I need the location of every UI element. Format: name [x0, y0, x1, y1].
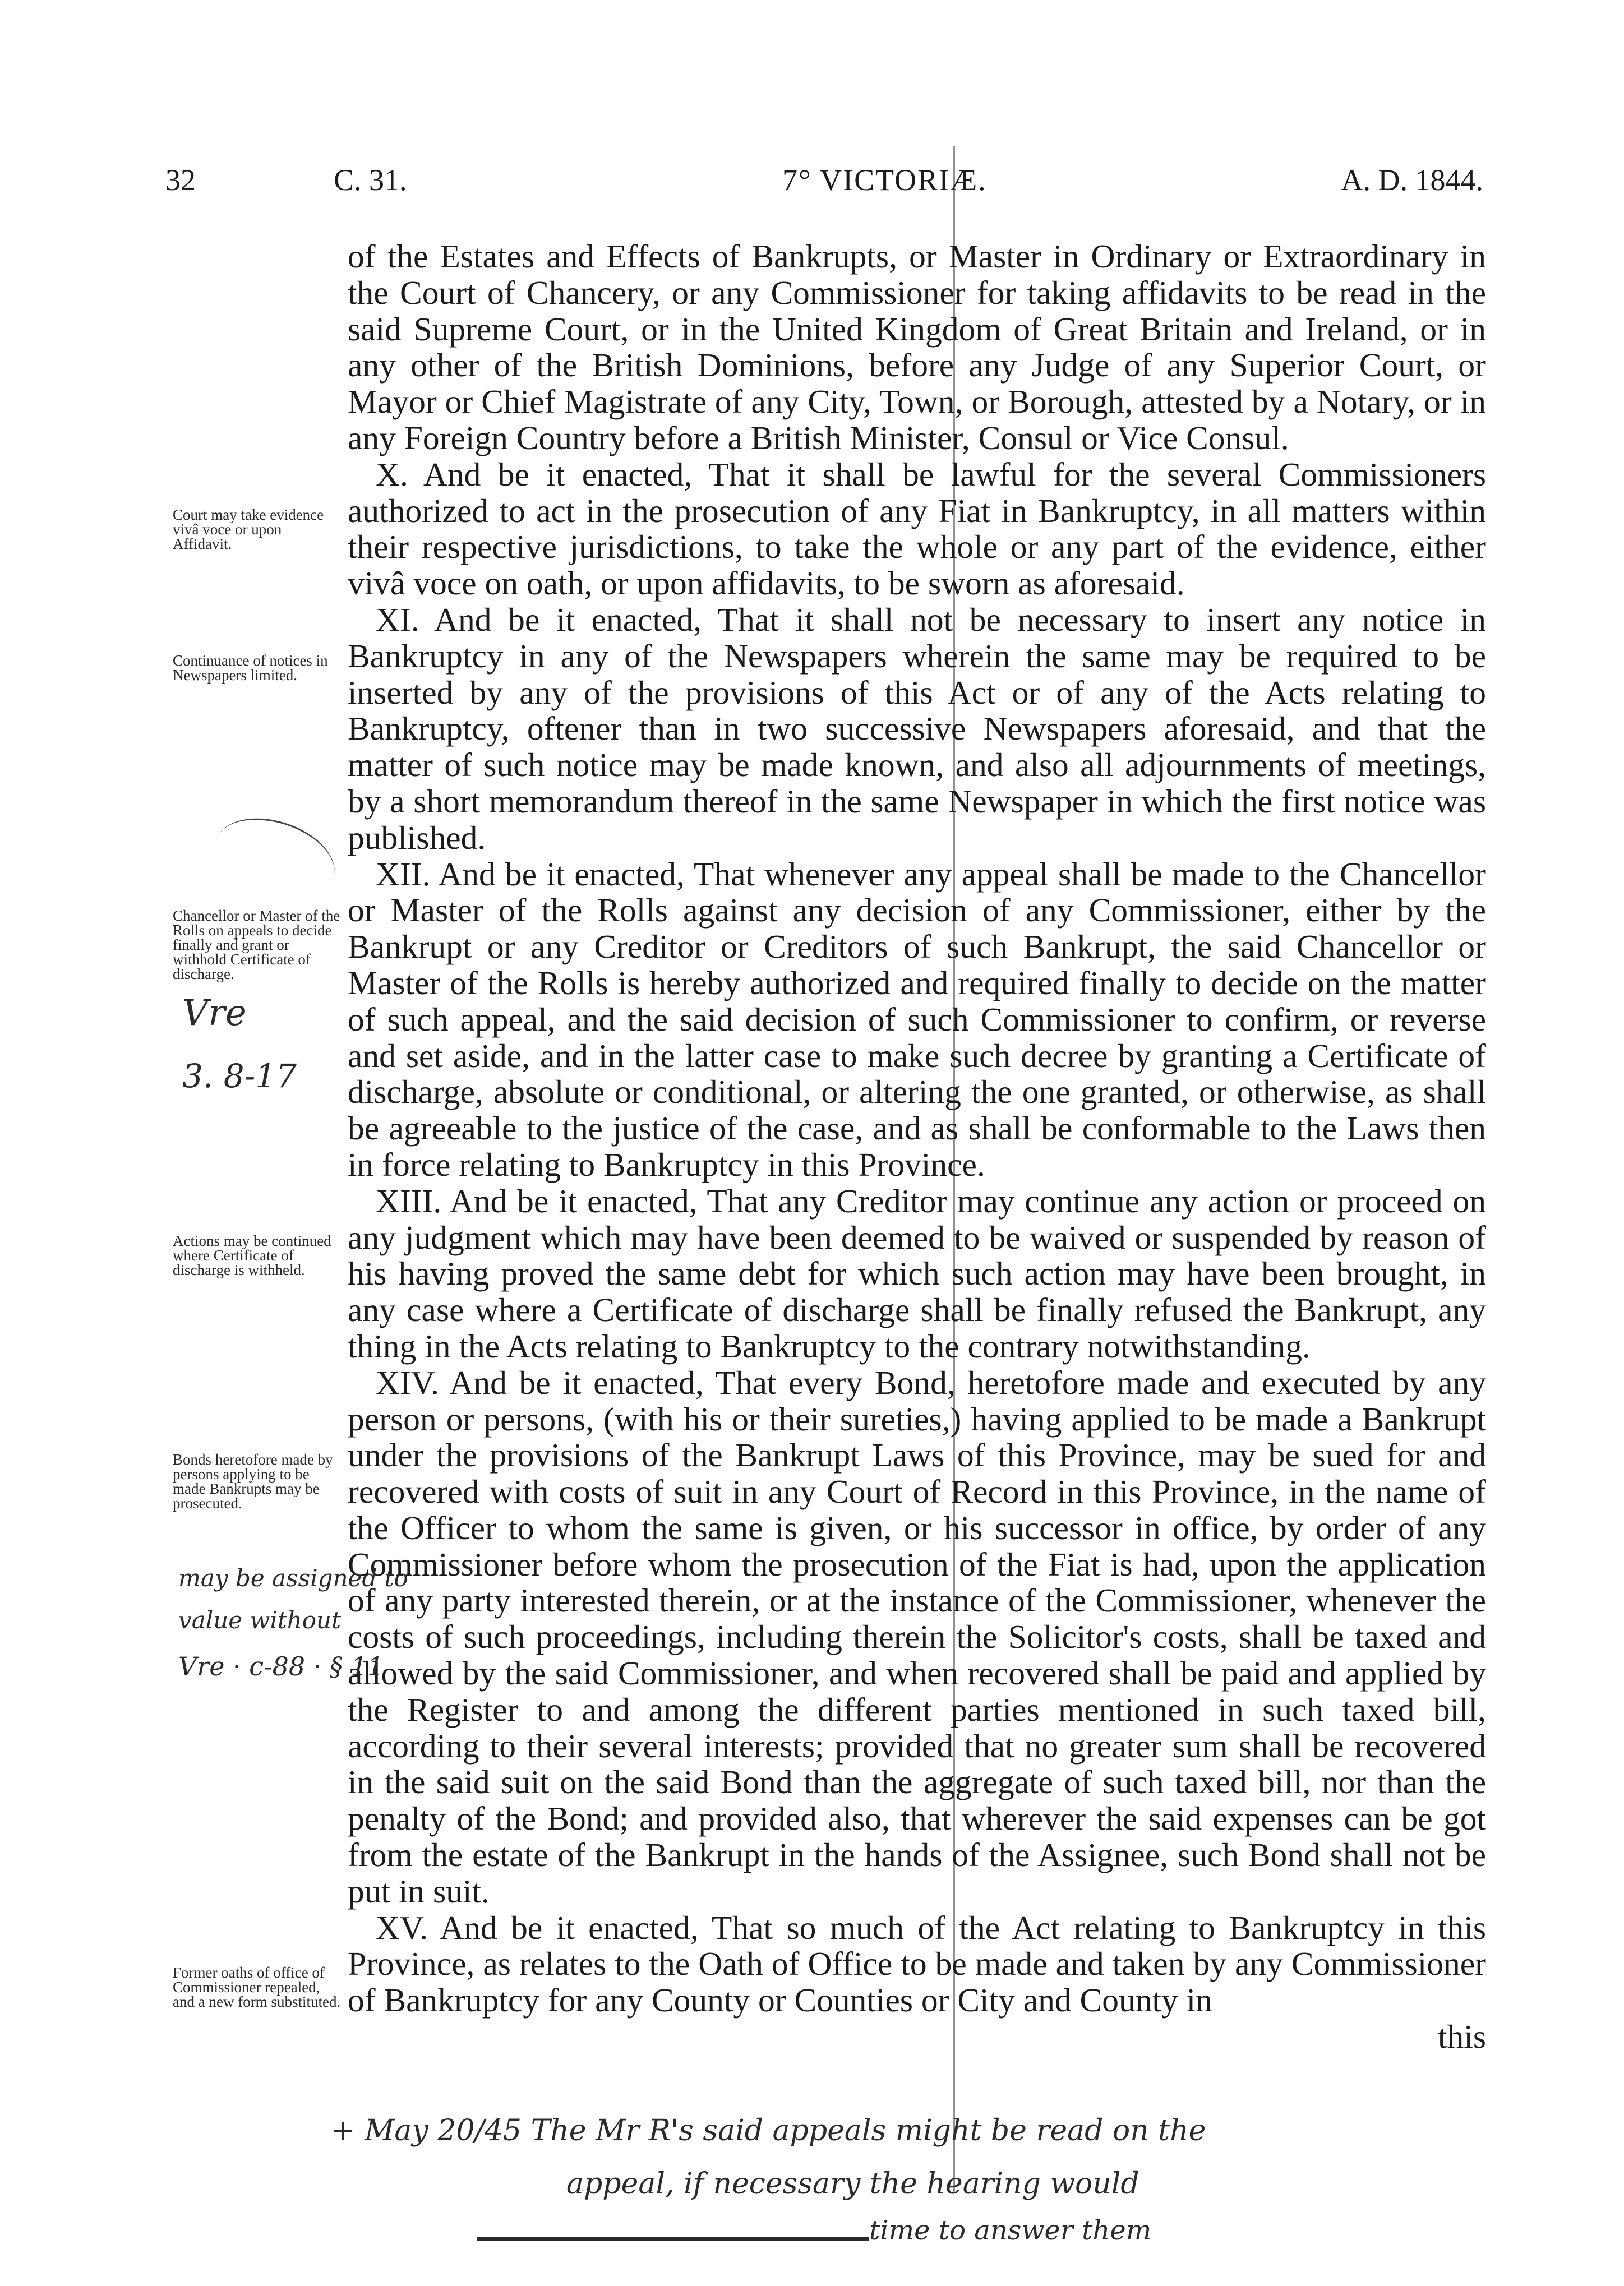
marginal-note-text: Court may take evidence vivâ voce or upon Affidavit.	[173, 506, 324, 552]
handwritten-annotation: may be assigned to	[178, 1564, 408, 1592]
handwritten-bracket-mark	[205, 804, 345, 913]
statute-text	[348, 238, 1486, 2055]
section-xv: XV. And be it enacted, That so much of the Act relating to Bankruptcy in this Province, as relates to the Oath of Office to be made and taken by any Commissioner of Bankruptcy for any County or Counties or City and County in	[348, 1909, 1486, 2019]
handwritten-annotation: 3. 8-17	[182, 1057, 297, 1095]
section-xi: XI. And be it enacted, That it shall not be necessary to insert any notice in Bankruptcy in any of the Newspapers wherein the same may be required to be inserted by any of the provisions of this Act or of any of the Acts relating to Bankruptcy, oftener than in two successive Newspapers aforesaid, and that the matter of such notice may be made known, and also all adjournments of meetings, by a short memorandum thereof in the same Newspaper in which the first notice was published.	[348, 601, 1486, 856]
catchword: this	[1438, 2018, 1486, 2056]
marginal-note-text: Continuance of notices in Newspapers limited.	[173, 652, 328, 684]
running-header	[165, 163, 1483, 207]
section-x: X. And be it enacted, That it shall be lawful for the several Commissioners authorized to act in the prosecution of any Fiat in Bankruptcy, in all matters within their respective jurisdictions, to take the whole or any part of the evidence, either vivâ voce on oath, or upon affidavits, to be sworn as aforesaid.	[348, 455, 1486, 602]
handwritten-annotation: value without	[178, 1606, 341, 1634]
page-number: 32	[165, 163, 196, 197]
calendar-year: A. D. 1844.	[1341, 163, 1483, 197]
marginal-note-text: Chancellor or Master of the Rolls on appeals to decide finally and grant or withhold Certificate of discharge.	[173, 907, 340, 982]
regnal-year: 7° VICTORIÆ.	[782, 163, 987, 197]
section-xii: XII. And be it enacted, That whenever any appeal shall be made to the Chancellor or Master of the Rolls against any decision of any Commissioner, either by the Bankrupt or any Creditor or Creditors of such Bankrupt, the said Chancellor or Master of the Rolls is hereby authorized and required finally to decide on the matter of such appeal, and the said decision of such Commissioner to confirm, or reverse and set aside, and in the latter case to make such decree by granting a Certificate of discharge, absolute or conditional, or altering the one granted, or otherwise, as shall be agreeable to the justice of the case, and as shall be conformable to the Laws then in force relating to Bankruptcy in this Province.	[348, 855, 1486, 1183]
marginal-note-text: Former oaths of office of Commissioner repealed, and a new form substituted.	[173, 1964, 341, 2010]
handwritten-annotation: Vre	[182, 992, 247, 1034]
chapter-number: C. 31.	[334, 163, 407, 197]
opening-paragraph: of the Estates and Effects of Bankrupts, or Master in Ordinary or Extraordinary in the Court of Chancery, or any Commissioner for taking affidavits to be read in the said Supreme Court, or in the United Kingdom of Great Britain and Ireland, or in any other of the British Dominions, before any Judge of any Superior Court, or Mayor or Chief Magistrate of any City, Town, or Borough, attested by a Notary, or in any Foreign Country before a British Minister, Consul or Vice Consul.	[348, 238, 1486, 456]
section-xiv: XIV. And be it enacted, That every Bond, heretofore made and executed by any person or persons, (with his or their sureties,) having applied to be made a Bankrupt under the provisions of the Bankrupt Laws of this Province, may be sued for and recovered with costs of suit in any Court of Record in this Province, in the name of the Officer to whom the same is given, or his successor in office, by order of any Commissioner before whom the prosecution of the Fiat is had, upon the application of any party interested therein, or at the instance of the Commissioner, whenever the costs of such proceedings, including therein the Solicitor's costs, shall be taxed and allowed by the said Commissioner, and when recovered shall be paid and applied by the Register to and among the different parties mentioned in such taxed bill, according to their several interests; provided that no greater sum shall be recovered in the said suit on the said Bond than the aggregate of such taxed bill, nor than the penalty of the Bond; and provided also, that wherever the said expenses can be got from the estate of the Bankrupt in the hands of the Assignee, such Bond shall not be put in suit.	[348, 1364, 1486, 1910]
marginal-note-xii	[173, 908, 341, 981]
handwritten-strikethrough	[477, 2237, 869, 2241]
handwritten-annotation: Vre · c-88 · § 11	[178, 1651, 384, 1682]
marginal-note-xiv	[173, 1452, 341, 1511]
marginal-note-text: Actions may be continued where Certificate of discharge is withheld.	[173, 1232, 331, 1278]
section-xiii: XIII. And be it enacted, That any Creditor may continue any action or proceed on any judgment which may have been deemed to be waived or suspended by reason of his having proved the same debt for which such action may have been brought, in any case where a Certificate of discharge shall be finally refused the Bankrupt, any thing in the Acts relating to Bankruptcy to the contrary notwithstanding.	[348, 1182, 1486, 1365]
handwritten-footnote-line-2: appeal, if necessary the hearing would	[566, 2167, 1139, 2201]
marginal-note-xv	[173, 1965, 341, 2009]
marginal-note-x	[173, 507, 341, 551]
marginal-note-xi	[173, 653, 341, 682]
handwritten-footnote-line-1: + May 20/45 The Mr R's said appeals might be read on the	[331, 2114, 1206, 2148]
marginal-note-text: Bonds heretofore made by persons applying to be made Bankrupts may be prosecuted.	[173, 1451, 333, 1512]
marginal-note-xiii	[173, 1234, 341, 1277]
handwritten-footnote-line-3: time to answer them	[869, 2215, 1152, 2246]
